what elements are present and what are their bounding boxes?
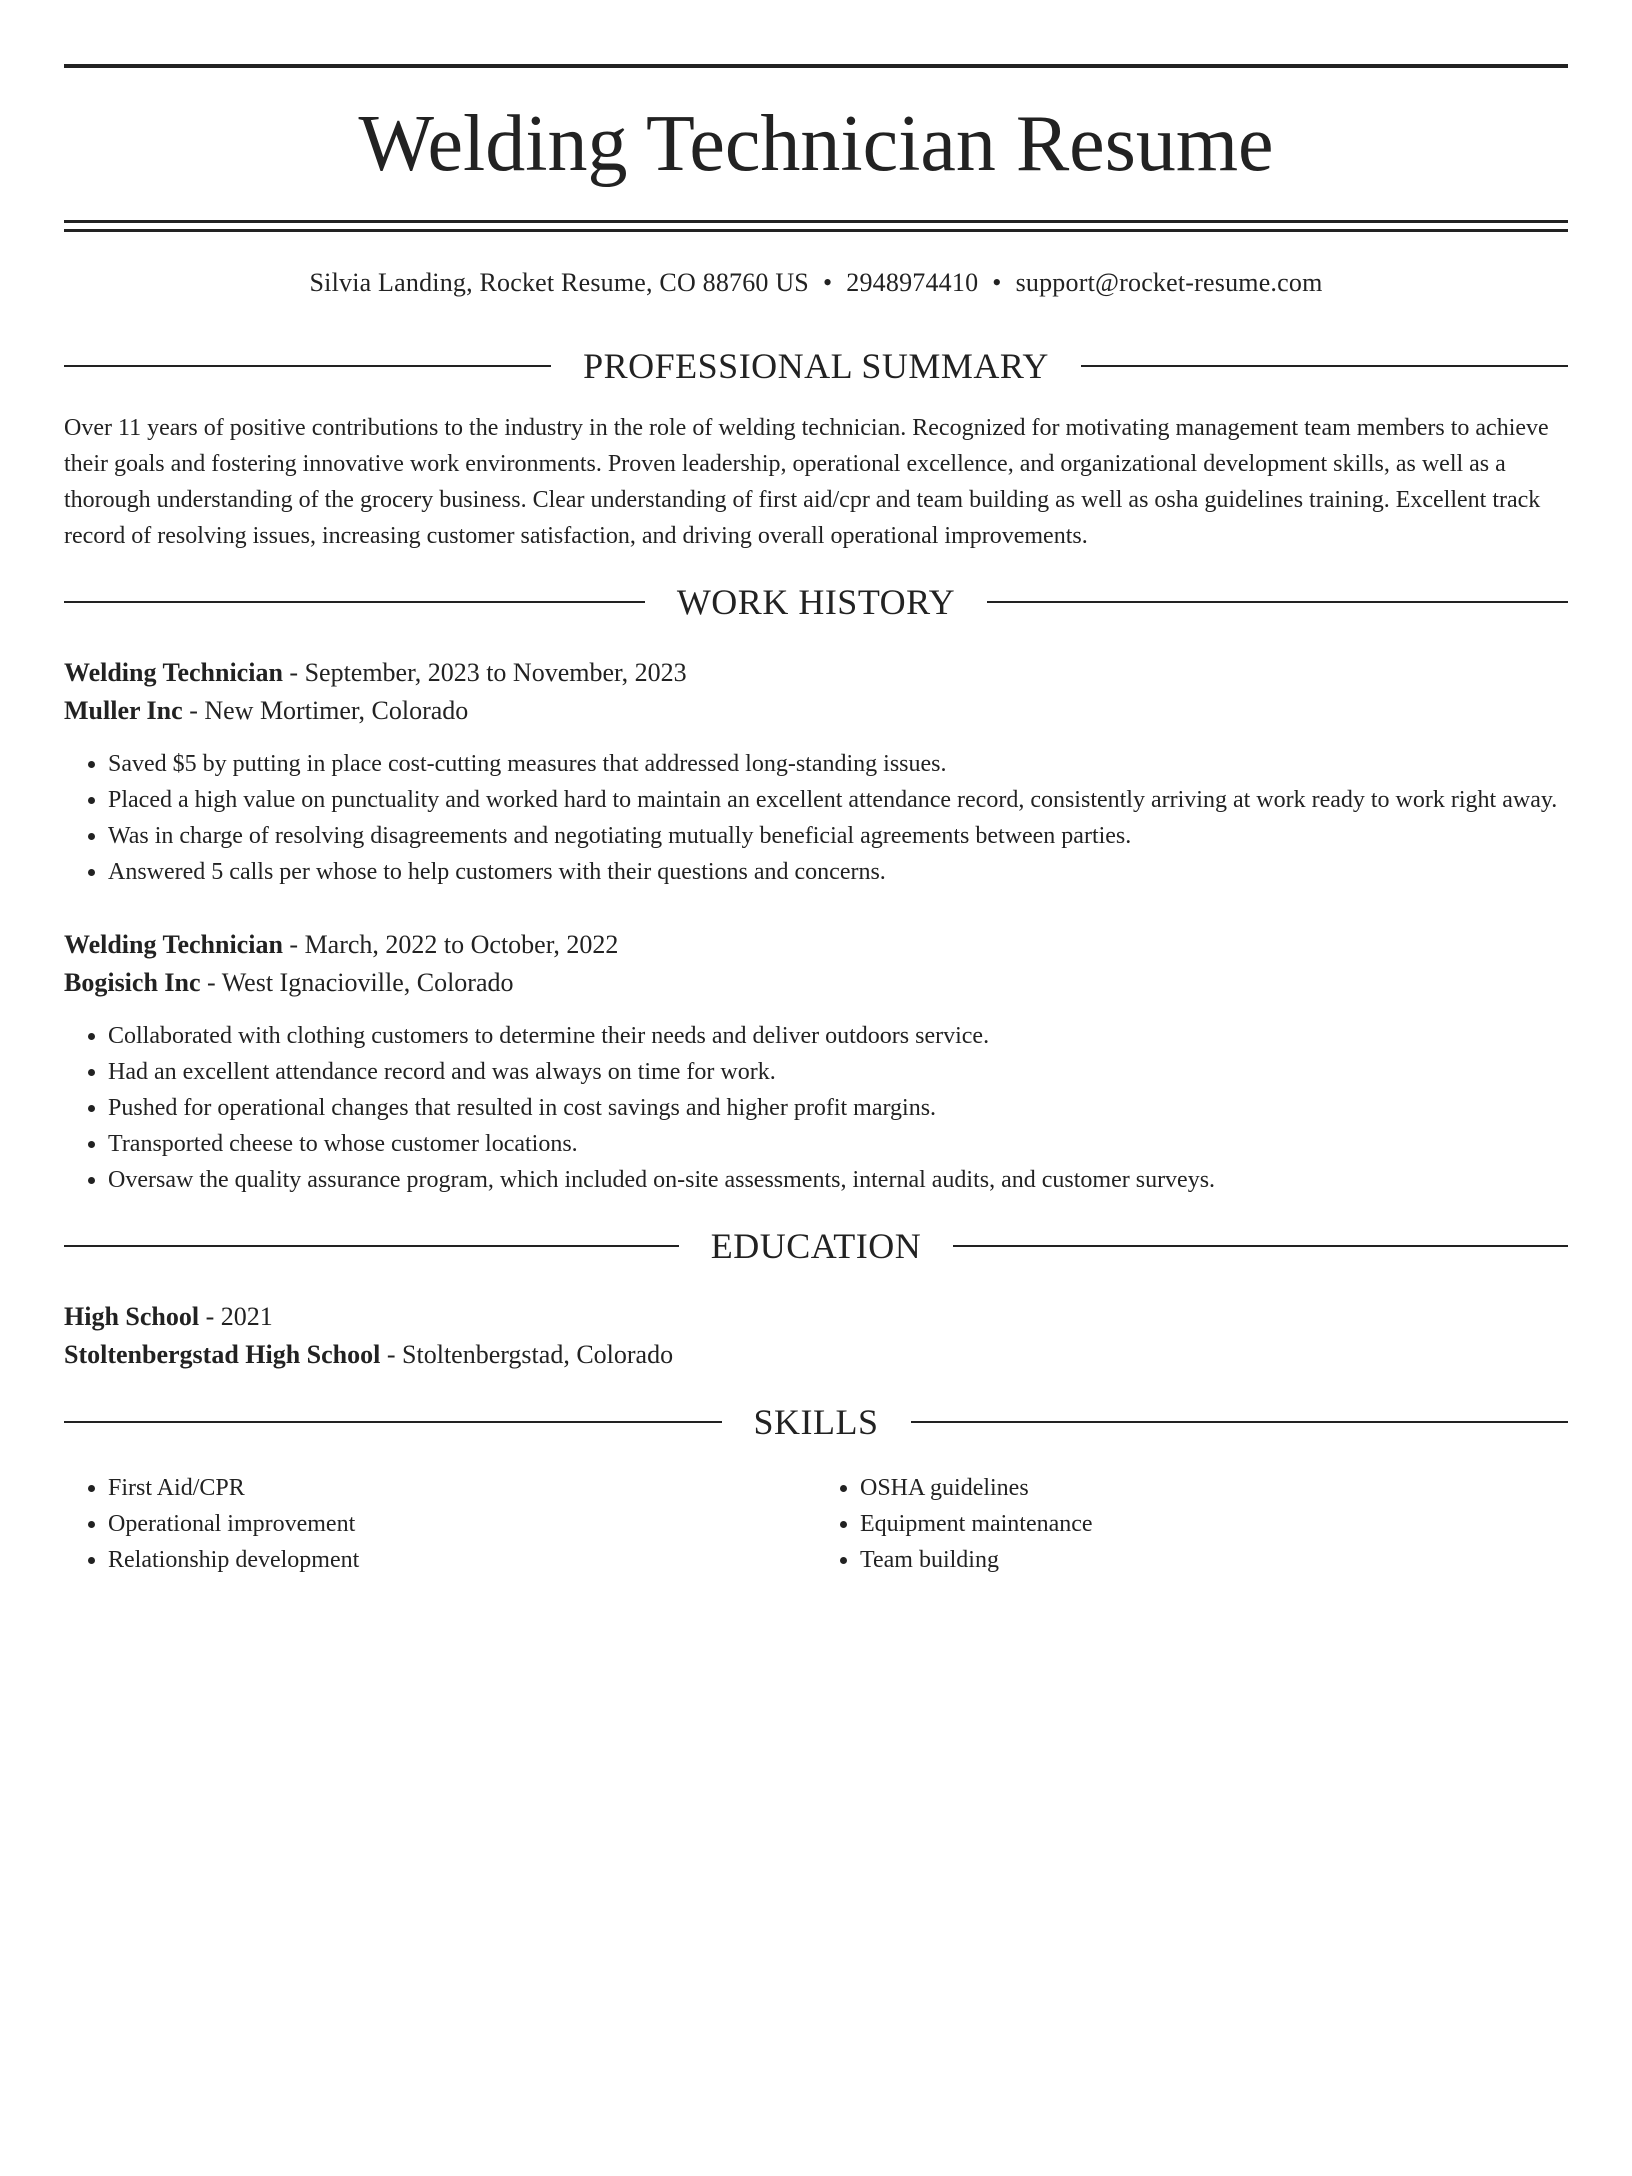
skill-item: • First Aid/CPR	[108, 1470, 816, 1506]
skill-item: • Relationship development	[108, 1542, 816, 1578]
resume-title: Welding Technician Resume	[358, 100, 1274, 188]
contact-line	[64, 266, 1568, 300]
job-company: Muller Inc	[64, 696, 183, 725]
education-degree-line	[64, 1298, 1568, 1336]
education-school: Stoltenbergstad High School	[64, 1340, 381, 1369]
heading-rule-right	[1081, 365, 1568, 367]
job-dates: - September, 2023 to November, 2023	[282, 658, 687, 687]
education-location: - Stoltenbergstad, Colorado	[380, 1340, 674, 1369]
summary-paragraph: Over 11 years of positive contributions to the industry in the role of welding technician. Recognized for motivating management team members to achieve their goals and fostering innovative work environments. Proven leadership, operational excellence, and organizational development skills, as well as a thorough understanding of the grocery business. Clear understanding of first aid/cpr and team building as well as osha guidelines training. Excellent track record of resolving issues, increasing customer satisfaction, and driving overall operational improvements.	[64, 415, 1549, 549]
section-heading-summary	[64, 344, 1568, 388]
contact-email: support@rocket-resume.com	[1015, 268, 1323, 297]
job-bullet: • Answered 5 calls per whose to help customers with their questions and concerns.	[108, 854, 1568, 890]
job-bullets	[64, 746, 1568, 890]
skills-list-right	[816, 1470, 1568, 1578]
job-location: - New Mortimer, Colorado	[182, 696, 469, 725]
resume-page	[0, 64, 1632, 2176]
job-location: - West Ignacioville, Colorado	[200, 968, 514, 997]
heading-rule-right	[911, 1421, 1569, 1423]
job-dates: - March, 2022 to October, 2022	[282, 930, 619, 959]
section-title-skills: SKILLS	[753, 1402, 879, 1442]
contact-phone: 2948974410	[846, 268, 979, 297]
job-bullet: • Collaborated with clothing customers to determine their needs and deliver outdoors service.	[108, 1018, 1568, 1054]
heading-rule-left	[64, 601, 645, 603]
job-title: Welding Technician	[64, 930, 283, 959]
contact-address: Silvia Landing, Rocket Resume, CO 88760 US	[309, 268, 809, 297]
skill-item: • OSHA guidelines	[860, 1470, 1568, 1506]
section-heading-education	[64, 1224, 1568, 1268]
skill-item: • Equipment maintenance	[860, 1506, 1568, 1542]
contact-separator: •	[822, 268, 833, 297]
education-year: - 2021	[199, 1302, 273, 1331]
job-title: Welding Technician	[64, 658, 283, 687]
job-bullet: • Had an excellent attendance record and was always on time for work.	[108, 1054, 1568, 1090]
skill-item: • Team building	[860, 1542, 1568, 1578]
heading-rule-left	[64, 365, 551, 367]
contact-separator: •	[992, 268, 1002, 297]
job-bullet: • Was in charge of resolving disagreements and negotiating mutually beneficial agreements between parties.	[108, 818, 1568, 854]
section-title-summary: PROFESSIONAL SUMMARY	[583, 346, 1049, 386]
job-title-line	[64, 926, 1568, 964]
job-bullet: • Saved $5 by putting in place cost-cutting measures that addressed long-standing issues.	[108, 746, 1568, 782]
section-title-education: EDUCATION	[710, 1226, 922, 1266]
title-double-rule	[64, 220, 1568, 232]
job-company: Bogisich Inc	[64, 968, 201, 997]
job-bullet: • Pushed for operational changes that resulted in cost savings and higher profit margins.	[108, 1090, 1568, 1126]
skills-list-left	[64, 1470, 816, 1578]
heading-rule-right	[953, 1245, 1568, 1247]
job-bullet: • Placed a high value on punctuality and worked hard to maintain an excellent attendance record, consistently arriving at work ready to work right away.	[108, 782, 1568, 818]
skill-item: • Operational improvement	[108, 1506, 816, 1542]
job-entry	[64, 926, 1568, 1198]
section-heading-skills	[64, 1400, 1568, 1444]
skills-columns	[64, 1470, 1568, 1578]
job-entry	[64, 654, 1568, 890]
education-school-line	[64, 1336, 1568, 1374]
job-title-line	[64, 654, 1568, 692]
job-bullet: • Transported cheese to whose customer locations.	[108, 1126, 1568, 1162]
section-heading-work	[64, 580, 1568, 624]
heading-rule-left	[64, 1421, 722, 1423]
education-entry	[64, 1298, 1568, 1374]
job-bullets	[64, 1018, 1568, 1198]
heading-rule-left	[64, 1245, 679, 1247]
job-company-line	[64, 692, 1568, 730]
job-company-line	[64, 964, 1568, 1002]
education-degree: High School	[64, 1302, 200, 1331]
heading-rule-right	[987, 601, 1568, 603]
job-bullet: • Oversaw the quality assurance program, which included on-site assessments, internal audits, and customer surveys.	[108, 1162, 1568, 1198]
section-title-work: WORK HISTORY	[676, 582, 956, 622]
top-rule	[64, 64, 1568, 68]
